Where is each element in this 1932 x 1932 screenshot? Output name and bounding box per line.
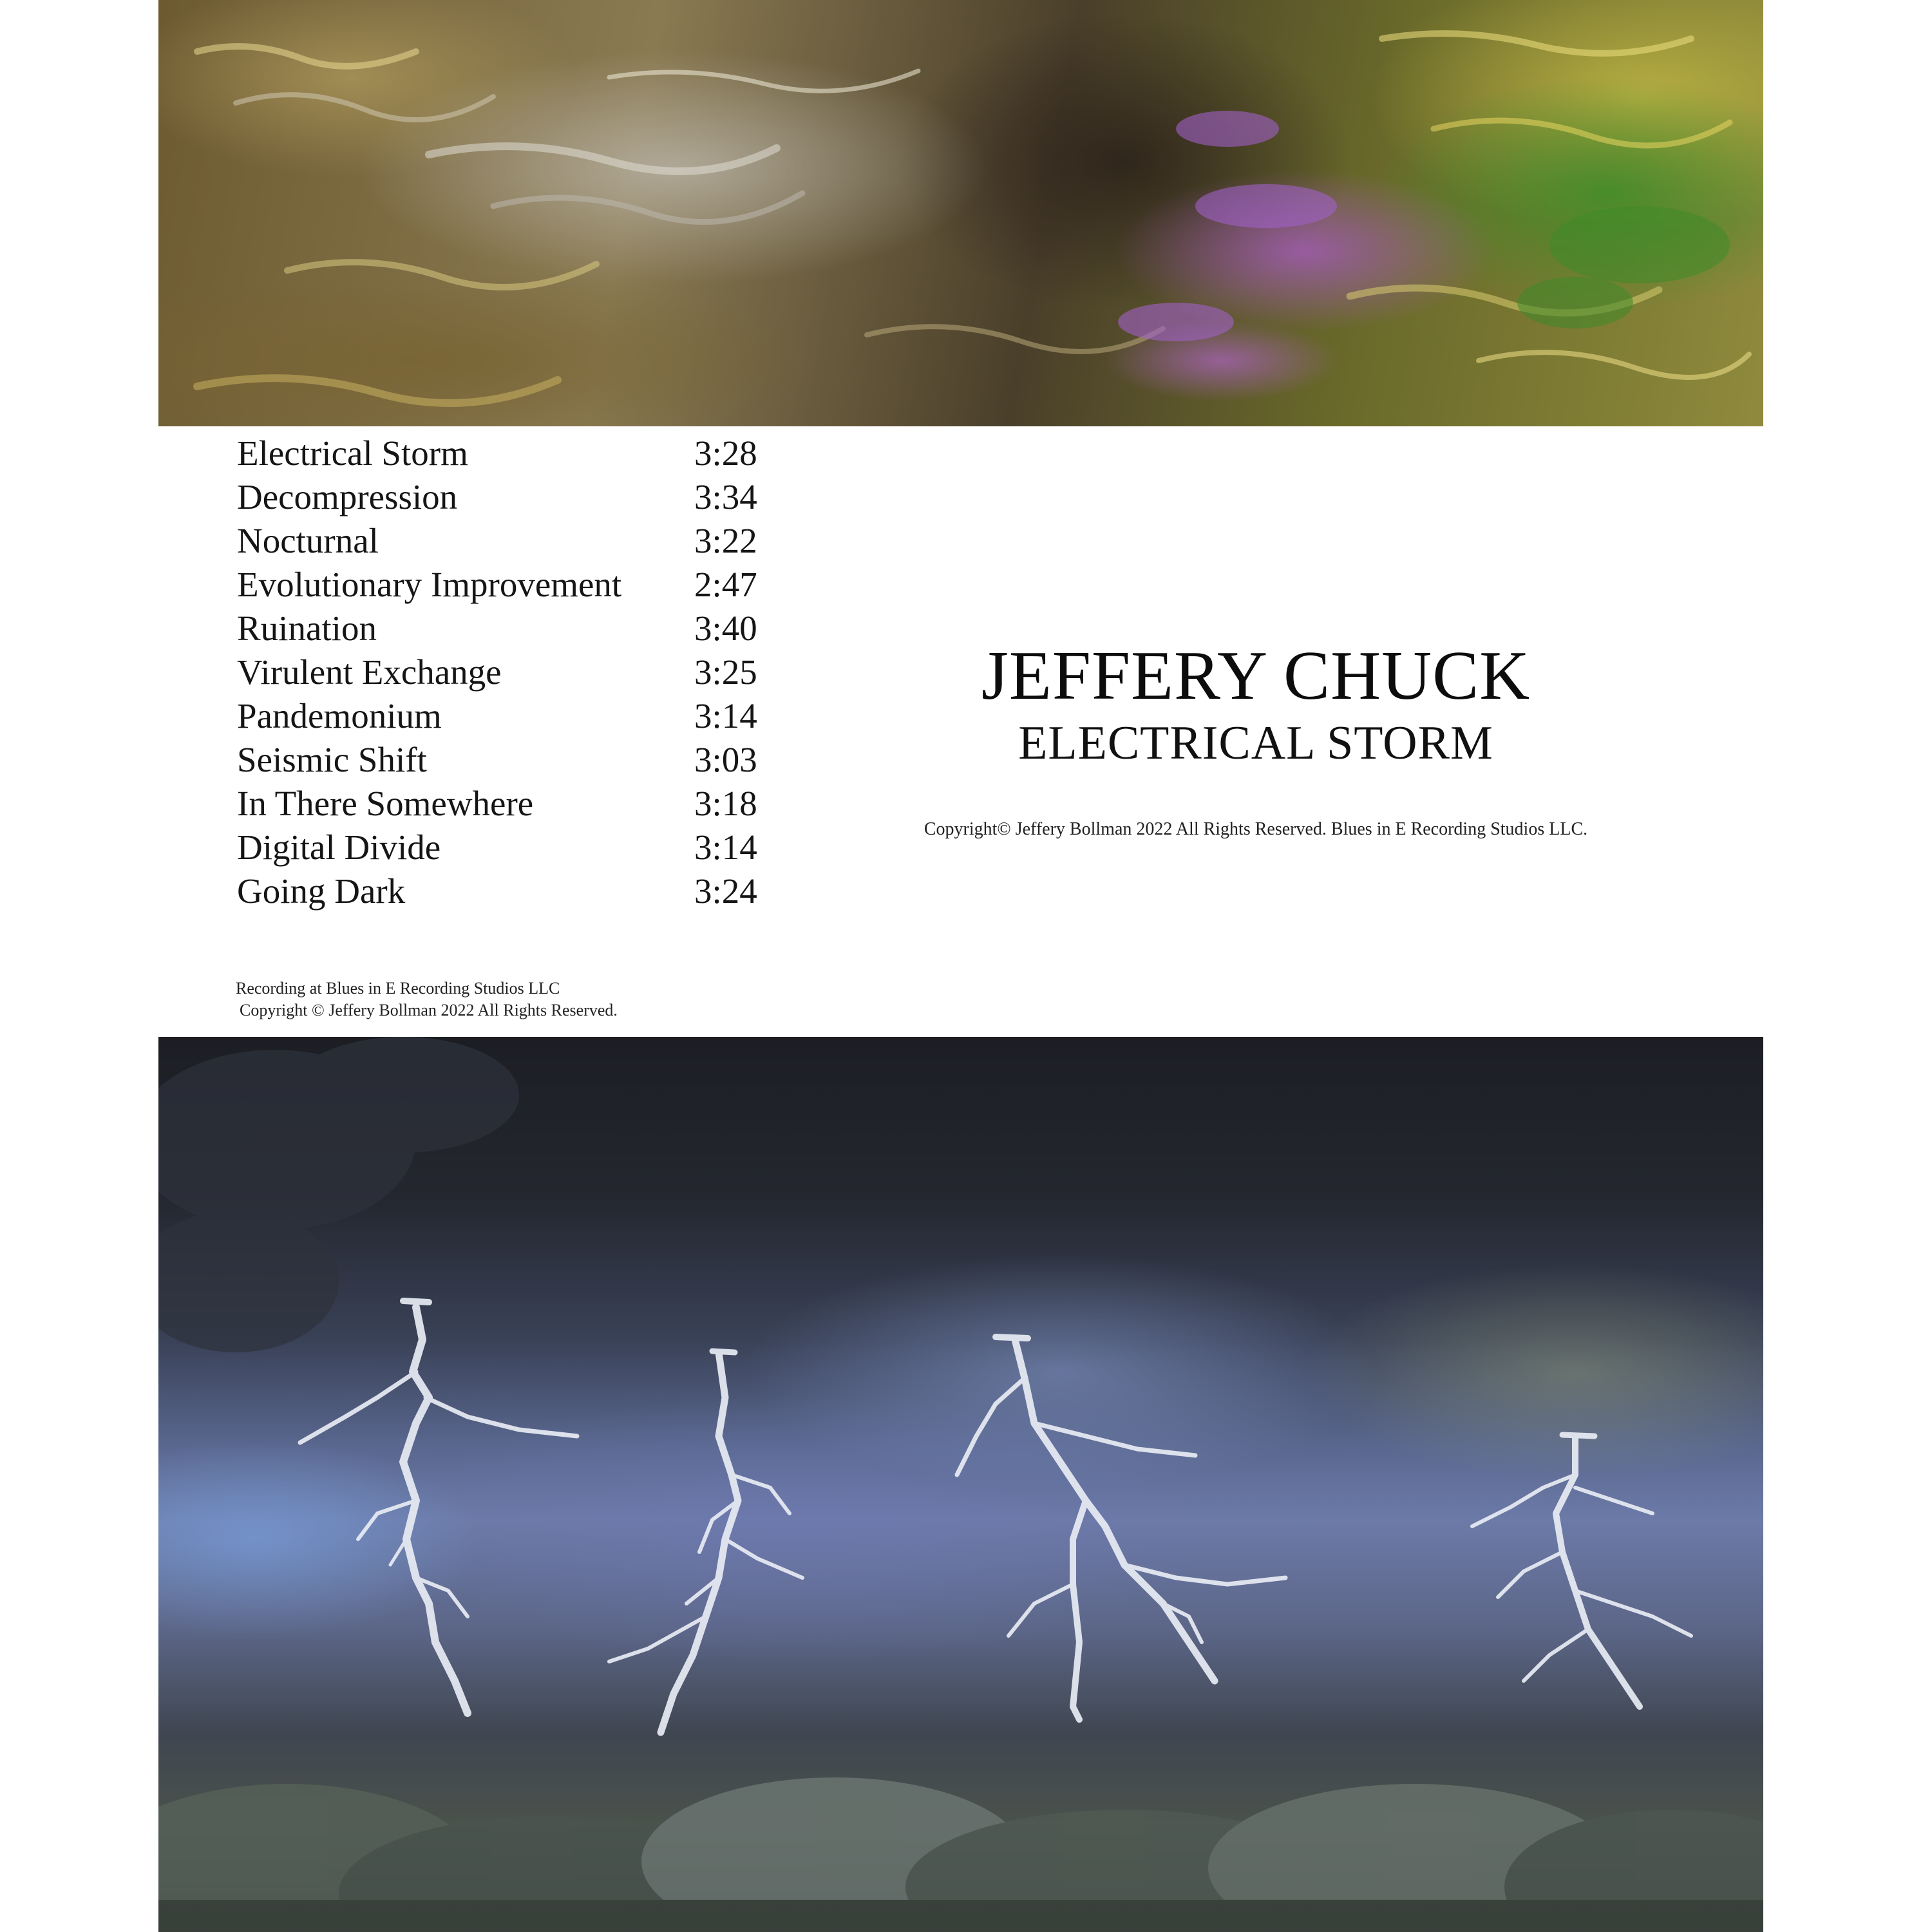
track-duration: 3:28 xyxy=(694,433,757,473)
track-duration: 2:47 xyxy=(694,565,757,604)
track-title: Decompression xyxy=(237,477,458,516)
top-water-painting xyxy=(158,0,1763,426)
track-row xyxy=(237,826,765,869)
track-duration: 3:14 xyxy=(694,828,757,867)
track-title: Pandemonium xyxy=(237,696,442,735)
track-duration: 3:24 xyxy=(694,871,757,911)
copyright-notice: Copyright© Jeffery Bollman 2022 All Rights Reserved. Blues in E Recording Studios LLC. xyxy=(923,819,1588,839)
track-title: Nocturnal xyxy=(237,521,379,560)
track-row xyxy=(237,475,765,519)
water-ripple-texture xyxy=(158,0,1763,426)
tracklist xyxy=(237,431,765,913)
track-row xyxy=(237,431,765,475)
track-duration: 3:22 xyxy=(694,521,757,560)
track-row xyxy=(237,607,765,650)
lightning-bolts-art xyxy=(158,1037,1763,1932)
track-row xyxy=(237,694,765,738)
recording-credits xyxy=(236,978,815,1021)
track-row xyxy=(237,519,765,563)
track-row xyxy=(237,782,765,826)
artist-name: JEFFERY CHUCK xyxy=(981,638,1531,714)
track-duration: 3:14 xyxy=(694,696,757,735)
track-duration: 3:18 xyxy=(694,784,757,823)
recording-studio-credit: Recording at Blues in E Recording Studios LLC xyxy=(236,979,560,998)
track-row xyxy=(237,650,765,694)
track-title: Seismic Shift xyxy=(237,740,427,779)
track-title: Ruination xyxy=(237,609,377,648)
track-row xyxy=(237,869,765,913)
track-duration: 3:03 xyxy=(694,740,757,779)
track-duration: 3:34 xyxy=(694,477,757,516)
track-duration: 3:40 xyxy=(694,609,757,648)
track-title: Digital Divide xyxy=(237,828,441,867)
track-title: In There Somewhere xyxy=(237,784,534,823)
track-duration: 3:25 xyxy=(694,652,757,692)
credits-copyright: Copyright © Jeffery Bollman 2022 All Rights Reserved. xyxy=(240,1001,618,1019)
track-title: Virulent Exchange xyxy=(237,652,502,692)
track-title: Evolutionary Improvement xyxy=(237,565,622,604)
lightning-storm-painting xyxy=(158,1037,1763,1932)
track-title: Going Dark xyxy=(237,871,406,911)
track-row xyxy=(237,563,765,607)
track-title: Electrical Storm xyxy=(237,433,468,473)
track-row xyxy=(237,738,765,782)
album-title: ELECTRICAL STORM xyxy=(1018,717,1493,770)
